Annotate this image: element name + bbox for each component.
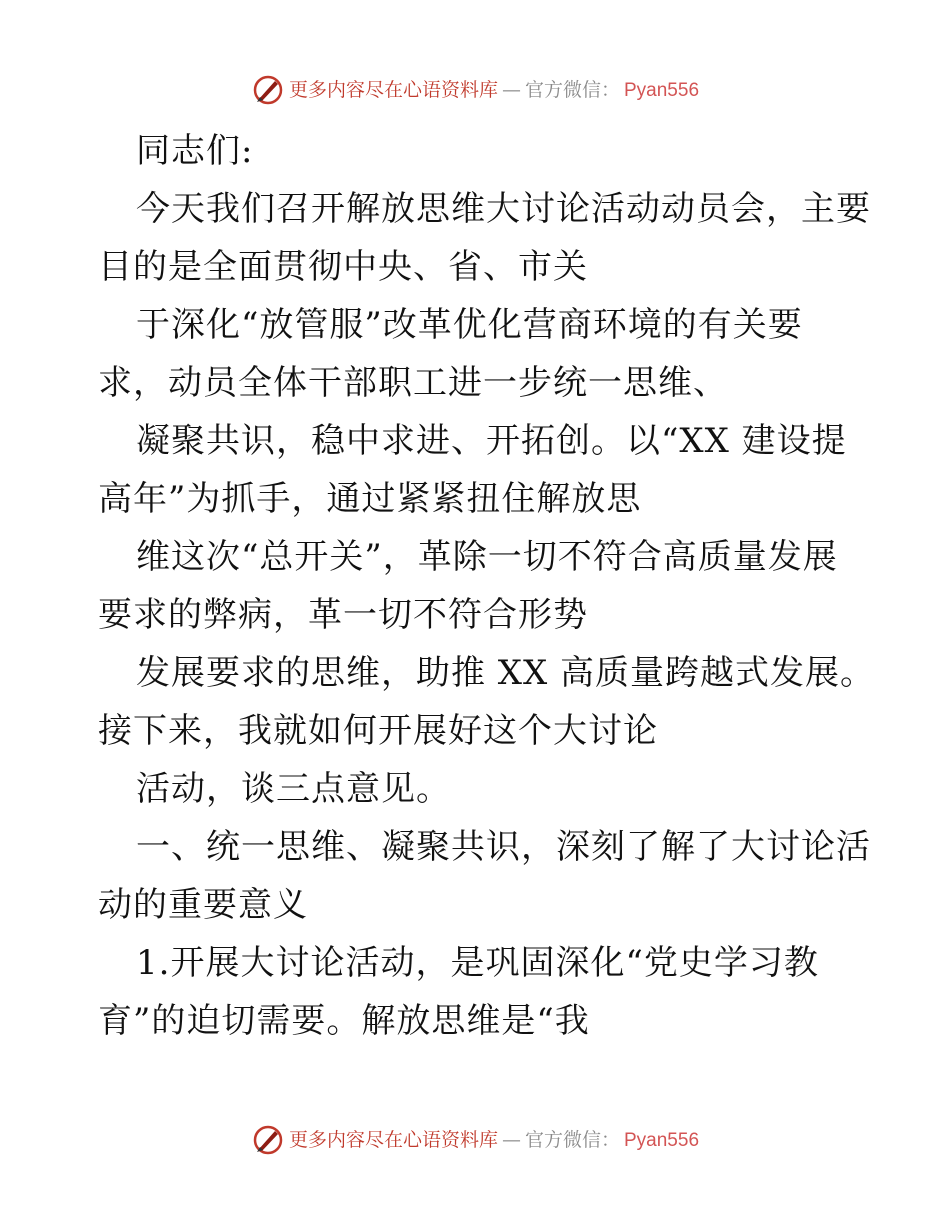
- text-line: 1.开展大讨论活动，是巩固深化“党史学习教: [136, 943, 819, 983]
- document-body: [98, 122, 876, 1050]
- text-line: 高年”为抓手，通过紧紧扭住解放思: [98, 479, 642, 519]
- text-line: 于深化“放管服”改革优化营商环境的有关要: [136, 305, 803, 345]
- text-line: 育”的迫切需要。解放思维是“我: [98, 1001, 590, 1041]
- watermark-text: 更多内容尽在心语资料库: [288, 1128, 498, 1151]
- text-line: 求，动员全体干部职工进一步统一思维、: [98, 363, 728, 403]
- header-watermark: [0, 70, 950, 110]
- text-line: 发展要求的思维，助推 XX 高质量跨越式发展。: [136, 653, 876, 693]
- quill-pen-logo-icon: [251, 73, 285, 107]
- text-line: 接下来，我就如何开展好这个大讨论: [98, 711, 658, 751]
- text-line: 要求的弊病，革一切不符合形势: [98, 595, 588, 635]
- text-line: 目的是全面贯彻中央、省、市关: [98, 247, 588, 287]
- watermark-official-label: 官方微信：: [524, 78, 620, 101]
- text-line: 凝聚共识，稳中求进、开拓创。以“XX 建设提: [136, 421, 847, 461]
- watermark-official-label: 官方微信：: [524, 1128, 620, 1151]
- watermark-text: 更多内容尽在心语资料库: [288, 78, 498, 101]
- watermark-wechat-id: Pyan556: [624, 79, 700, 101]
- watermark-wechat-id: Pyan556: [624, 1129, 700, 1151]
- watermark-group: [251, 1123, 699, 1157]
- text-line: 维这次“总开关”，革除一切不符合高质量发展: [136, 537, 838, 577]
- section-heading: 动的重要意义: [98, 885, 308, 925]
- watermark-dash: —: [501, 1128, 521, 1151]
- text-line: 活动，谈三点意见。: [136, 769, 451, 809]
- section-heading: 一、统一思维、凝聚共识，深刻了解了大讨论活: [136, 827, 871, 867]
- text-line: 同志们:: [136, 131, 254, 171]
- text-line: 今天我们召开解放思维大讨论活动动员会，主要: [136, 189, 871, 229]
- quill-pen-logo-icon: [251, 1123, 285, 1157]
- watermark-group: [251, 73, 699, 107]
- watermark-dash: —: [501, 78, 521, 101]
- footer-watermark: [0, 1120, 950, 1160]
